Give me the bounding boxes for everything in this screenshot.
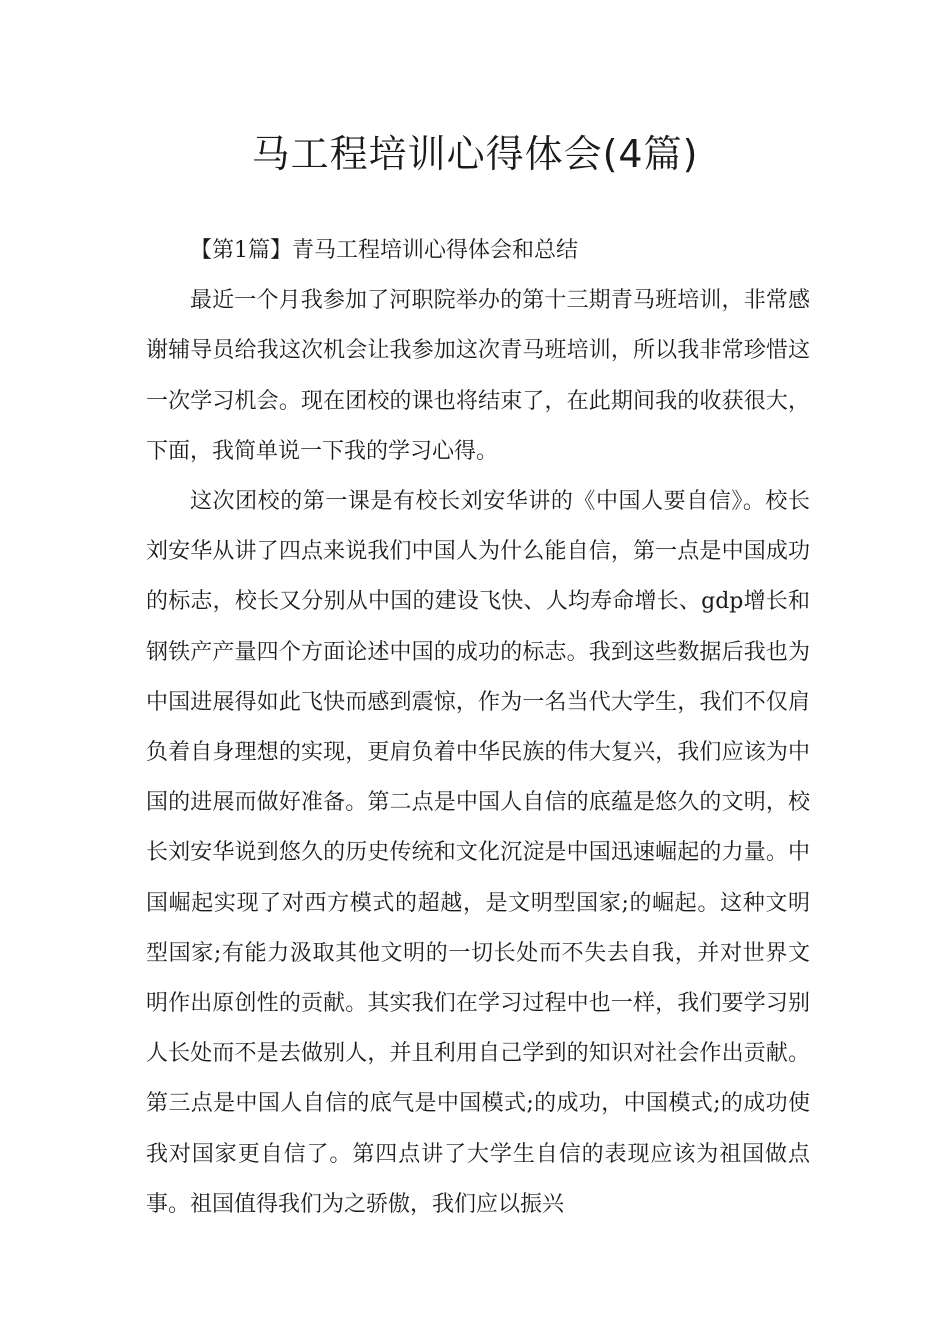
paragraph: 这次团校的第一课是有校长刘安华讲的《中国人要自信》。校长刘安华从讲了四点来说我们中国人为什么能自信，第一点是中国成功的标志，校长又分别从中国的建设飞快、人均寿命增长、gdp增长和钢铁产产量四个方面论述中国的成功的标志。我到这些数据后我也为中国进展得如此飞快而感到震惊，作为一名当代大学生，我们不仅肩负着自身理想的实现，更肩负着中华民族的伟大复兴，我们应该为中国的进展而做好准备。第二点是中国人自信的底蕴是悠久的文明，校长刘安华说到悠久的历史传统和文化沉淀是中国迅速崛起的力量。中国崛起实现了对西方模式的超越，是文明型国家;的崛起。这种文明型国家;有能力汲取其他文明的一切长处而不失去自我，并对世界文明作出原创性的贡献。其实我们在学习过程中也一样，我们要学习别人长处而不是去做别人，并且利用自己学到的知识对社会作出贡献。第三点是中国人自信的底气是中国模式;的成功，中国模式;的成功使我对国家更自信了。第四点讲了大学生自信的表现应该为祖国做点事。祖国值得我们为之骄傲，我们应以振兴 <box>146 489 810 1217</box>
section-heading: 【第1篇】青马工程培训心得体会和总结 <box>190 238 578 263</box>
document-body <box>146 226 810 1230</box>
paragraph: 最近一个月我参加了河职院举办的第十三期青马班培训，非常感谢辅导员给我这次机会让我参加这次青马班培训，所以我非常珍惜这一次学习机会。现在团校的课也将结束了，在此期间我的收获很大，下面，我简单说一下我的学习心得。 <box>146 288 810 464</box>
document-title: 马工程培训心得体会(4篇) <box>251 132 699 176</box>
